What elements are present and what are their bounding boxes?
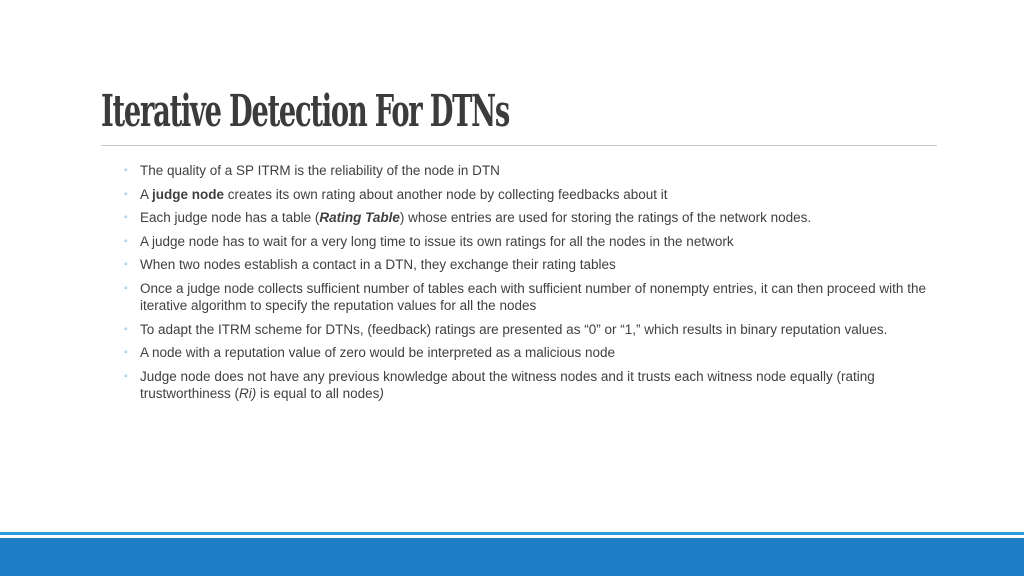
bullet-emphasis-italic: Rating Table [319, 210, 400, 225]
bullet-text: is equal to all nodes [256, 386, 380, 401]
bullet-marker-icon: ◦ [124, 323, 128, 335]
bullet-text: The quality of a SP ITRM is the reliability of the node in DTN [140, 163, 500, 178]
bullet-emphasis: judge node [152, 186, 225, 202]
bullet-emphasis-italic: Ri) [239, 386, 257, 401]
bullet-marker-icon: ◦ [124, 235, 128, 247]
footer-bar [0, 538, 1024, 576]
bullet-item [124, 162, 958, 180]
bullet-list [124, 162, 958, 409]
bullet-text: When two nodes establish a contact in a DTN, they exchange their rating tables [140, 257, 616, 272]
bullet-marker-icon: ◦ [124, 165, 128, 176]
bullet-text: A node with a reputation value of zero would be interpreted as a malicious node [140, 345, 616, 360]
bullet-item [124, 321, 958, 339]
bullet-marker-icon: ◦ [124, 188, 128, 200]
slide-title: Iterative Detection For DTNs [101, 86, 509, 137]
footer-accent-line [0, 532, 1024, 535]
bullet-emphasis-italic: ) [379, 386, 384, 401]
bullet-text: ) whose entries are used for storing the ratings of the network nodes. [399, 210, 812, 225]
bullet-item [124, 368, 958, 403]
bullet-item [124, 209, 958, 227]
bullet-item [124, 256, 958, 274]
bullet-item [124, 233, 958, 251]
bullet-marker-icon: ◦ [124, 259, 128, 270]
bullet-text: A judge node has to wait for a very long time to issue its own ratings for all the nodes in the network [140, 233, 734, 249]
bullet-item [124, 280, 958, 315]
bullet-text: A [140, 186, 153, 202]
bullet-marker-icon: ◦ [124, 212, 128, 223]
title-divider [101, 145, 937, 146]
bullet-emphasis [319, 210, 400, 225]
bullet-text: Each judge node has a table ( [140, 210, 320, 225]
bullet-text: Judge node does not have any previous knowledge about the witness nodes and it trusts each witness node equally (rating trustworthiness ( [140, 368, 875, 401]
bullet-item [124, 186, 958, 204]
bullet-item [124, 344, 958, 362]
bullet-text: To adapt the ITRM scheme for DTNs, (feedback) ratings are presented as “0” or “1,” which results in binary reputation values. [140, 321, 888, 337]
bullet-text: Once a judge node collects sufficient number of tables each with sufficient number of nonempty entries, it can then proceed with the iterative algorithm to specify the reputation values for all the nodes [140, 280, 926, 313]
bullet-text: creates its own rating about another node by collecting feedbacks about it [224, 186, 668, 202]
bullet-marker-icon: ◦ [124, 282, 128, 294]
bullet-marker-icon: ◦ [124, 370, 128, 382]
bullet-marker-icon: ◦ [124, 347, 128, 358]
